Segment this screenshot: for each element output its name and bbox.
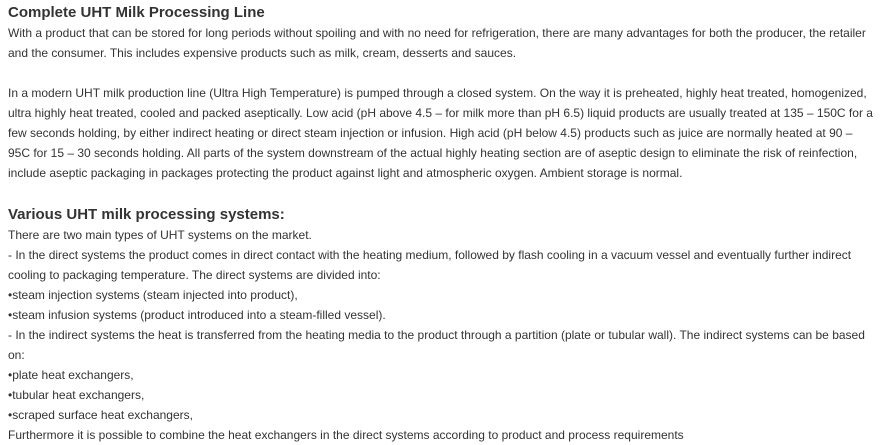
indirect-systems-line: - In the indirect systems the heat is transferred from the heating media to the product through a partition (plate or tubular wall). The indirect systems can be based on:	[8, 328, 865, 362]
intro-paragraph: With a product that can be stored for long periods without spoiling and with no need for refrigeration, there are many advantages for both the producer, the retailer and the consumer. This includes expensive products such as milk, cream, desserts and sauces.	[8, 26, 866, 60]
paragraph-spacer	[8, 183, 873, 203]
page-title: Complete UHT Milk Processing Line	[8, 4, 265, 21]
list-item-steam-infusion: •steam infusion systems (product introduced into a steam-filled vessel).	[8, 308, 386, 322]
list-item-tubular-exchangers: •tubular heat exchangers,	[8, 388, 145, 402]
list-item-scraped-surface-exchangers: •scraped surface heat exchangers,	[8, 408, 193, 422]
section-heading: Various UHT milk processing systems:	[8, 206, 285, 223]
systems-intro-line: There are two main types of UHT systems on the market.	[8, 228, 312, 242]
process-paragraph: In a modern UHT milk production line (Ultra High Temperature) is pumped through a closed system. On the way it is preheated, highly heat treated, homogenized, ultra highly heat treated, cooled and packed aseptically. Low acid (pH above 4.5 – for milk more than pH 6.5) liquid products are usually treated at 135 – 150C for a few seconds holding, by either indirect heating or direct steam injection or infusion. High acid (pH below 4.5) products such as juice are normally heated at 90 – 95C for 15 – 30 seconds holding. All parts of the system downstream of the actual highly heating section are of aseptic design to eliminate the risk of reinfection, include aseptic packaging in packages protecting the product against light and atmospheric oxygen. Ambient storage is normal.	[8, 86, 873, 180]
paragraph-spacer	[8, 63, 873, 83]
combination-line: Furthermore it is possible to combine the heat exchangers in the direct systems according to product and process requirements	[8, 428, 684, 442]
list-item-steam-injection: •steam injection systems (steam injected into product),	[8, 288, 298, 302]
list-item-plate-exchangers: •plate heat exchangers,	[8, 368, 134, 382]
direct-systems-line: - In the direct systems the product comes in direct contact with the heating medium, followed by flash cooling in a vacuum vessel and eventually further indirect cooling to packaging temperature. The direct systems are divided into:	[8, 248, 852, 282]
